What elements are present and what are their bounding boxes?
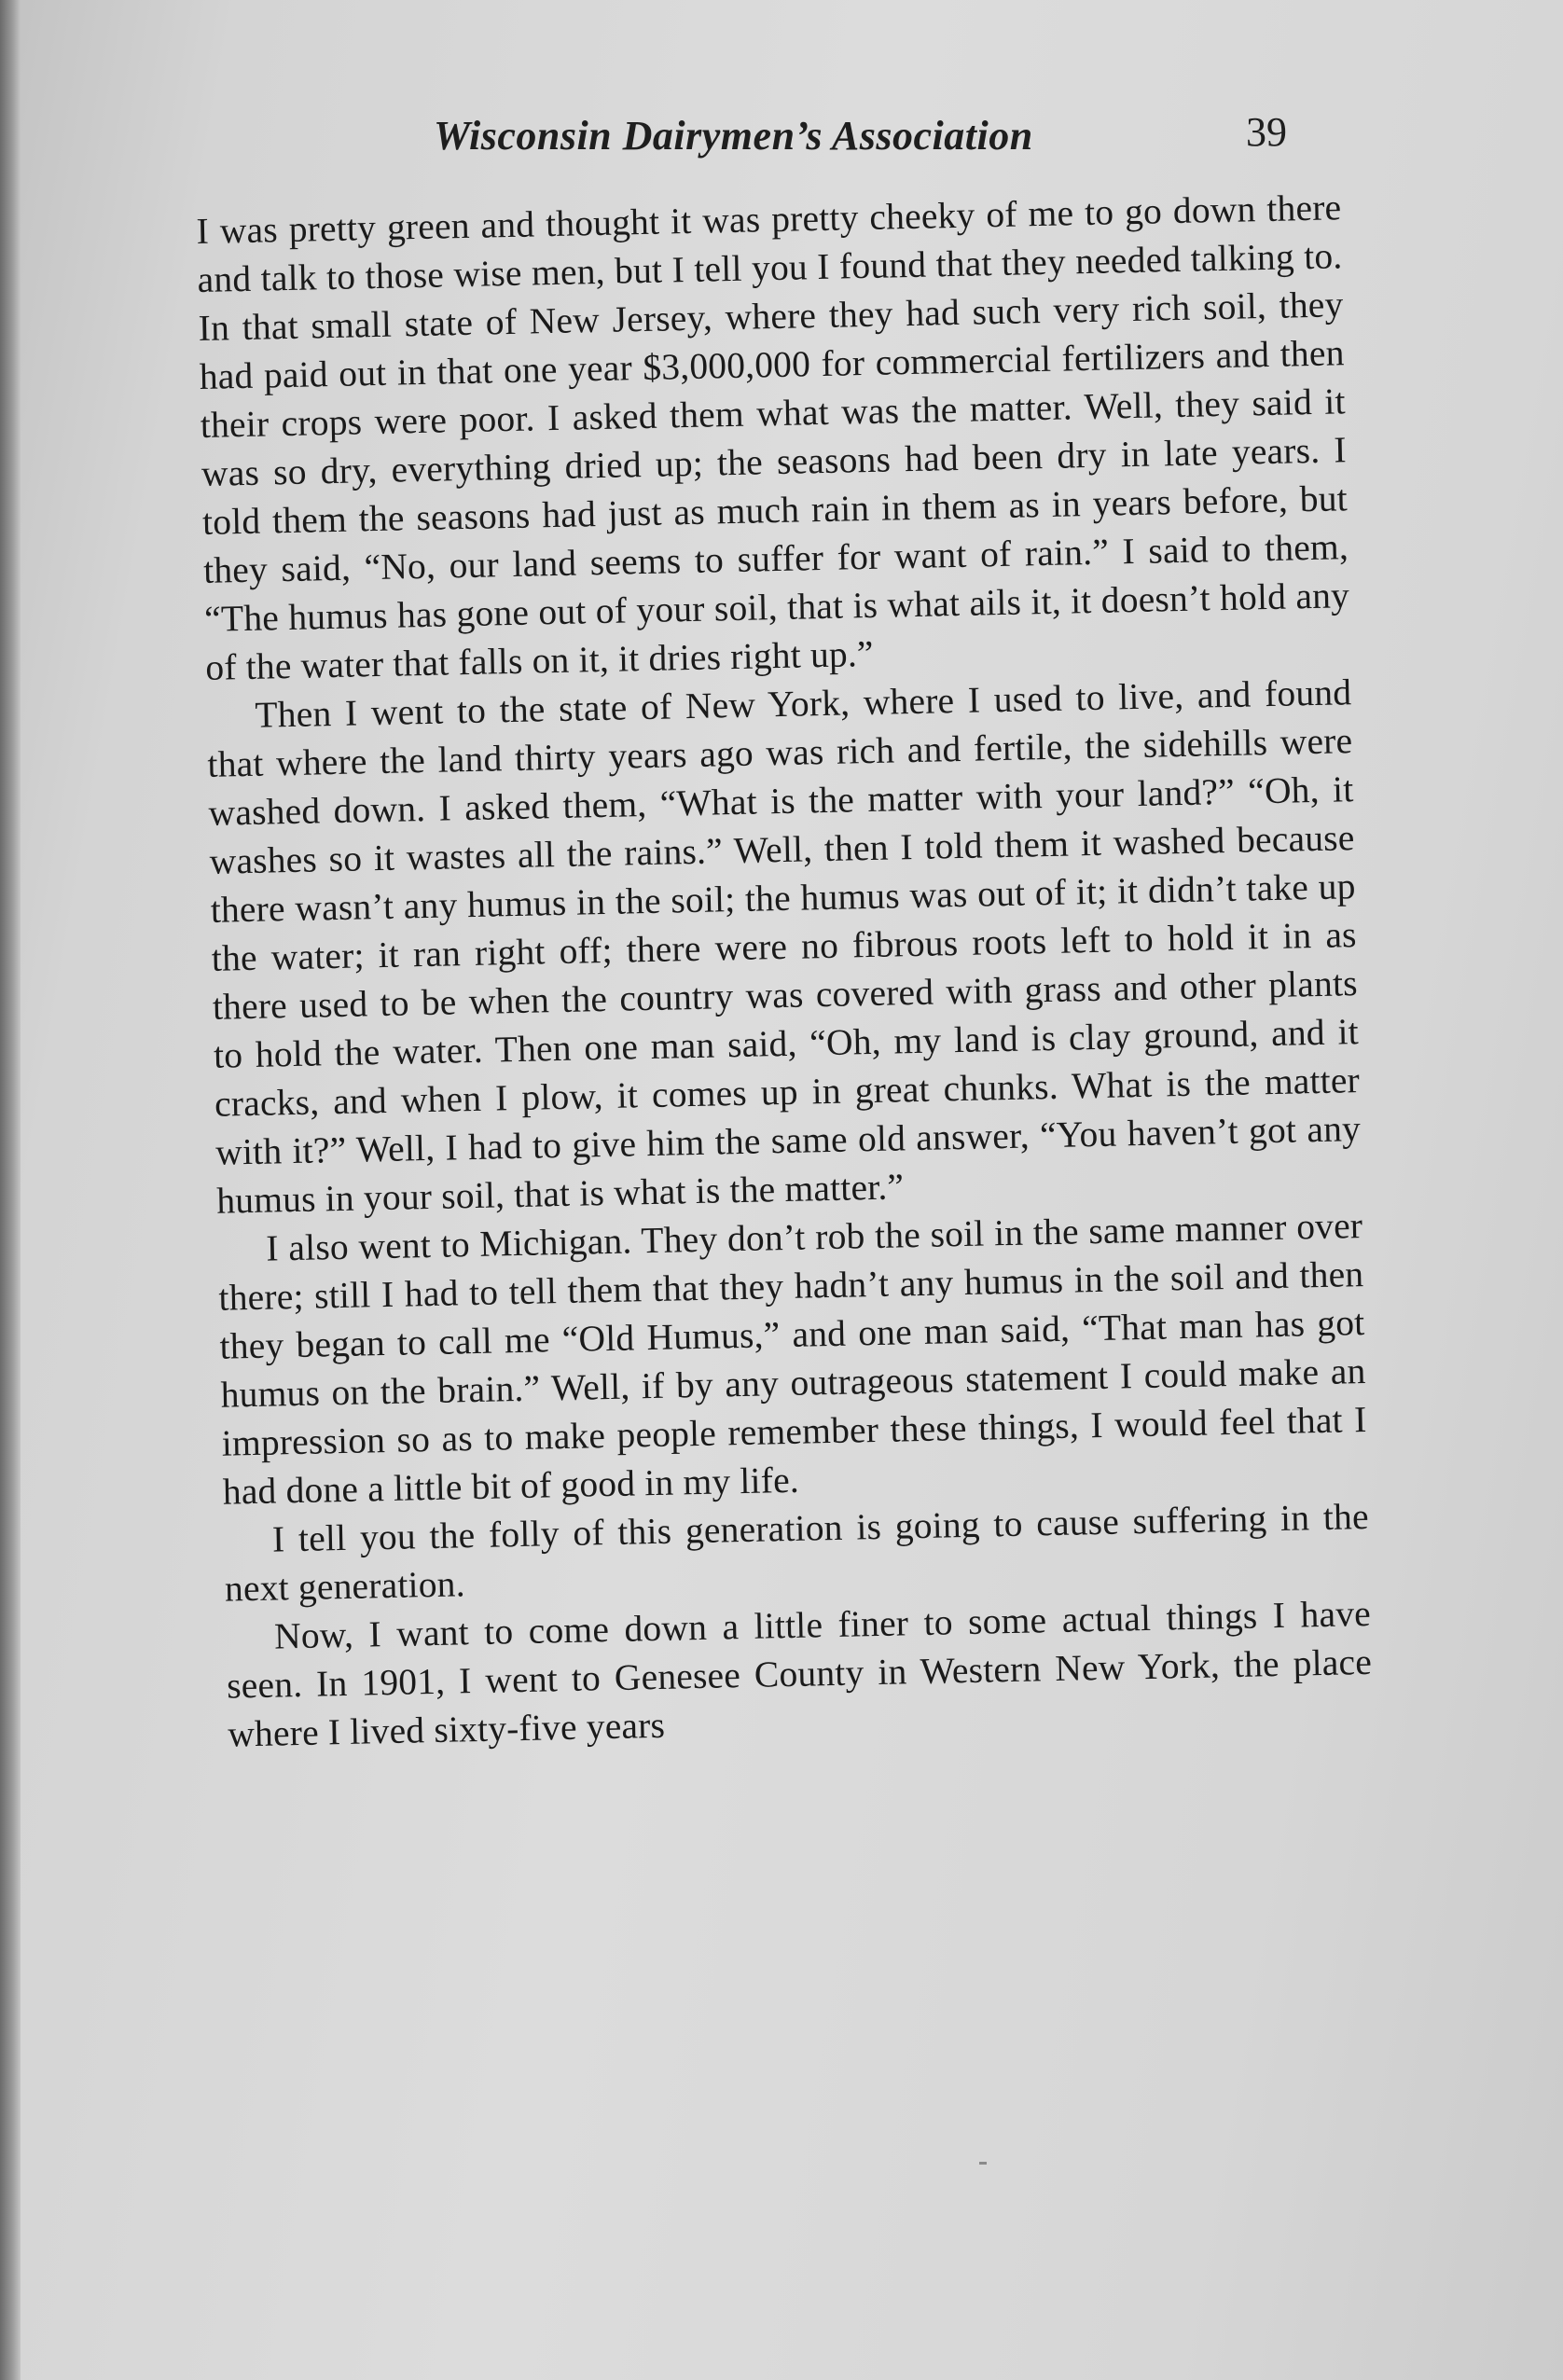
paragraph-2: Then I went to the state of New York, where I used to live, and found that where the land thirty years ago was rich and fertile, the sidehills were washed down. I asked them, “What is the matter with your land?” “Oh, it washes so it wastes all the rains.” Well, then I told them it washed because there wasn’t any humus in the soil; the humus was out of it; it didn’t take up the water; it ran right off; there were no fibrous roots left to hold it in as there used to be when the country was covered with grass and other plants to hold the water. Then one man said, “Oh, my land is clay ground, and it cracks, and when I plow, it comes up in great chunks. What is the matter with it?” Well, I had to give him the same old answer, “You haven’t got any humus in your soil, that is what is the matter.” xyxy=(207,671,1362,1222)
paragraph-5: Now, I want to come down a little finer to some actual things I have seen. In 1901, I went to Genesee County in Western New York, the place where I lived sixty-five years xyxy=(226,1592,1373,1755)
body-text xyxy=(196,183,1382,2165)
paragraph-4: I tell you the folly of this generation is going to cause suffering in the next generation. xyxy=(224,1495,1370,1610)
book-spine-shadow xyxy=(0,0,21,2380)
running-header-title: Wisconsin Dairymen’s Association xyxy=(434,113,1033,159)
paragraph-1: I was pretty green and thought it was pretty cheeky of me to go down there and talk to those wise men, but I tell you I found that they needed talking to. In that small state of New Jersey, where they had such very rich soil, they had paid out in that one year $3,000,000 for commercial fertilizers and then their crops were poor. I asked them what was the matter. Well, they said it was so dry, everything dried up; the seasons had been dry in late years. I told them the seasons had just as much rain in them as in years before, but they said, “No, our land seems to suffer for want of rain.” I said to them, “The humus has gone out of your soil, that is what ails it, it doesn’t hold any of the water that falls on it, it dries right up.” xyxy=(196,187,1350,688)
page-number: 39 xyxy=(1246,109,1287,155)
paragraph-3: I also went to Michigan. They don’t rob the soil in the same manner over there; still I had to tell them that they hadn’t any humus in the soil and then they began to call me “Old Humus,” and one man said, “That man has got humus on the brain.” Well, if by any outrageous statement I could make an impression so as to make people remember these things, I would feel that I had done a little bit of good in my life. xyxy=(218,1205,1367,1513)
ink-speck xyxy=(979,2162,987,2165)
